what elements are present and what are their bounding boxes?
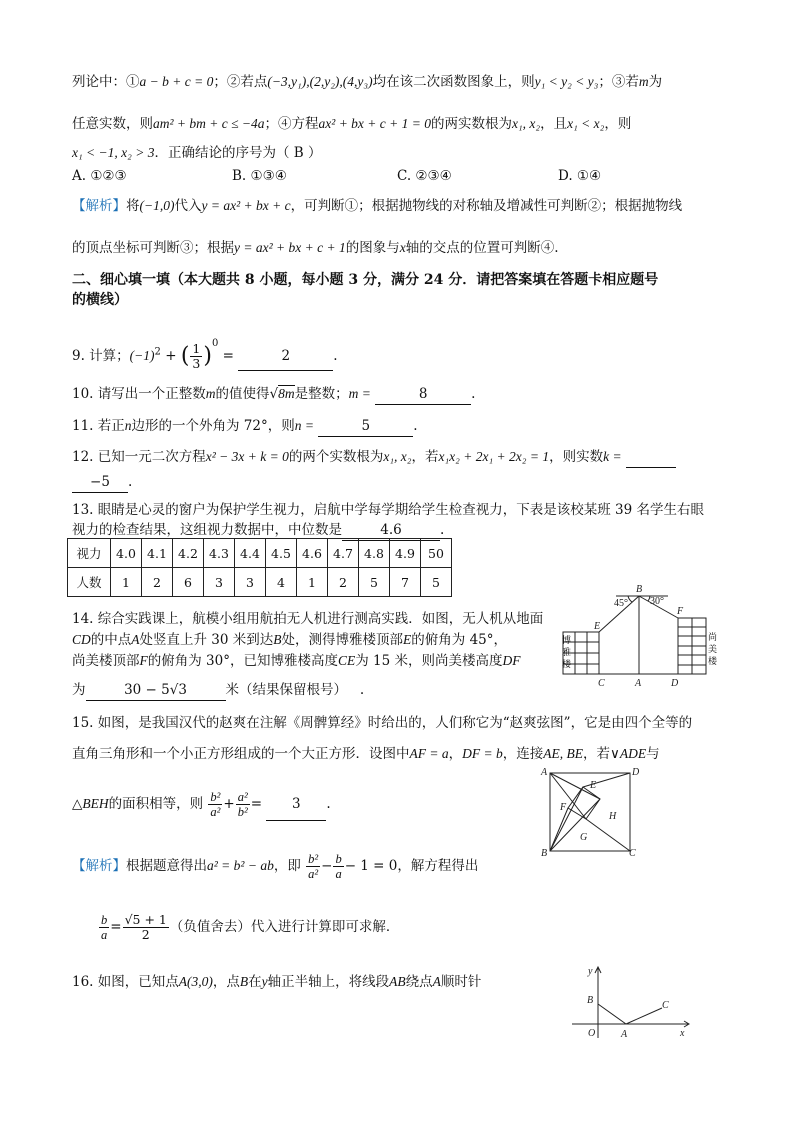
table-cell: 4.7: [328, 539, 359, 568]
table-cell: 5: [421, 568, 452, 597]
table-cell: 1: [297, 568, 328, 597]
q15-line1: 15. 如图，是我国汉代的赵爽在注解《周髀算经》时给出的，人们称它为“赵爽弦图”，它是由四个全等的: [72, 715, 693, 731]
section2-title-line2: 的横线）: [72, 292, 128, 308]
vision-table: [67, 538, 452, 597]
q8-line2: 任意实数，则am² + bm + c ≤ −4a；④方程ax² + bx + c + 1 = 0的两实数根为x₁, x₂，且x₁ < x₂，则: [72, 116, 632, 132]
label-e: E: [594, 621, 601, 632]
table-cell: 3: [235, 568, 266, 597]
label-c: C: [598, 678, 605, 689]
table-cell: 6: [173, 568, 204, 597]
table-cell: 1: [111, 568, 142, 597]
table-cell: 2: [142, 568, 173, 597]
q14-line2: CD的中点A处竖直上升 30 米到达B处，测得博雅楼顶部E的俯角为 45°，: [72, 632, 508, 648]
table-cell: 4.6: [297, 539, 328, 568]
q13-answer[interactable]: 4.6: [342, 520, 440, 541]
table-row: [68, 539, 452, 568]
label-b: B: [636, 584, 643, 595]
table-cell: 4.8: [359, 539, 390, 568]
table-cell: 4.0: [111, 539, 142, 568]
label-b: B: [587, 995, 594, 1006]
q15-line2: 直角三角形和一个小正方形组成的一个大正方形．设图中AF = a，DF = b，连接AE, BE，若∨ADE与: [72, 746, 660, 762]
q14-answer[interactable]: 30 − 5√3: [86, 680, 226, 701]
label-y: y: [588, 966, 593, 977]
section2-title-line1: 二、细心填一填（本大题共 8 小题，每小题 3 分，满分 24 分．请把答案填在答题卡相应题号: [72, 272, 659, 288]
q13-line1: 13. 眼睛是心灵的窗户为保护学生视力，启航中学每学期给学生检查视力，下表是该校某班 39 名学生右眼: [72, 502, 705, 518]
analysis-tag: 【解析】: [72, 198, 126, 214]
table-cell: 4: [266, 568, 297, 597]
label-e: E: [590, 780, 597, 791]
table-cell: 4.4: [235, 539, 266, 568]
q12-line2: −5 .: [72, 472, 132, 493]
q15-answer[interactable]: 3: [266, 788, 326, 821]
table-cell: 4.5: [266, 539, 297, 568]
label-a: A: [541, 767, 548, 778]
q8-line1: 列论中：①a − b + c = 0；②若点(−3,y₁),(2,y₂),(4,y₃)均在该二次函数图象上，则y₁ < y₂ < y₃；③若m为: [72, 74, 663, 90]
table-cell: 50: [421, 539, 452, 568]
table-header-cell: 视力: [68, 539, 111, 568]
table-row: [68, 568, 452, 597]
q10-answer[interactable]: 8: [375, 384, 471, 405]
table-cell: 2: [328, 568, 359, 597]
left-building-label: 博 雅 楼: [562, 636, 572, 670]
segment-ac: [626, 1008, 662, 1024]
q12-line1: 12. 已知一元二次方程x² − 3x + k = 0的两个实数根为x₁, x₂，若x₁x₂ + 2x₁ + 2x₂ = 1，则实数k =: [72, 447, 676, 468]
q14-figure: [558, 580, 728, 690]
label-d: D: [632, 767, 640, 778]
label-f: F: [677, 606, 684, 617]
q14-line4: 为 30 − 5√3 米（结果保留根号） .: [72, 680, 364, 701]
q15-line3: △BEH的面积相等，则 $\frac{\text{b²}}{\text{a²}}$ + $\frac{\text{a²}}{\text{b²}}$ = 3 .: [72, 790, 331, 819]
label-h: H: [609, 811, 617, 822]
q11-answer[interactable]: 5: [318, 416, 413, 437]
label-o: O: [588, 1028, 596, 1039]
table-cell: 5: [359, 568, 390, 597]
label-x: x: [680, 1028, 685, 1039]
table-cell: 4.3: [204, 539, 235, 568]
label-f: F: [560, 802, 567, 813]
label-c: C: [629, 848, 636, 858]
q13-line2: 视力的检查结果，这组视力数据中，中位数是 4.6 .: [72, 520, 444, 541]
q8-option-c: C. ②③④: [397, 168, 452, 184]
label-d: D: [671, 678, 679, 689]
label-b: B: [541, 848, 548, 858]
table-cell: 7: [390, 568, 421, 597]
q8-analysis-line2: 的顶点坐标可判断③；根据y = ax² + bx + c + 1的图象与x轴的交点的位置可判断④.: [72, 240, 559, 256]
angle-45-label: 45°: [614, 598, 628, 609]
q11: 11. 若正n边形的一个外角为 72°，则n = 5 .: [72, 416, 418, 437]
table-header-cell: 人数: [68, 568, 111, 597]
table-cell: 4.1: [142, 539, 173, 568]
table-cell: 3: [204, 568, 235, 597]
label-a: A: [635, 678, 642, 689]
q15-analysis-line2: $\frac{b}{a}$ = $\frac{√5 + 1}{2}$ （负值舍去）代入进行计算即可求解．: [101, 912, 400, 942]
q8-option-a: A. ①②③: [72, 168, 127, 184]
q16-figure: [570, 962, 700, 1042]
q15-figure: [538, 766, 646, 858]
label-g: G: [580, 832, 588, 843]
q8-line3: x₁ < −1, x₂ > 3．正确结论的序号为（ B ）: [72, 145, 322, 161]
angle-30-label: 30°: [650, 596, 664, 607]
q12-answer[interactable]: −5: [72, 472, 128, 493]
q8-option-b: B. ①③④: [232, 168, 287, 184]
q8-analysis-line1: 【解析】将(−1,0)代入y = ax² + bx + c，可判断①；根据抛物线的对称轴及增减性可判断②；根据抛物线: [72, 198, 683, 214]
q9: 9. 计算；$(-1)^2$ + ( $\frac{1}{3}$ )$^0$ = 2 .: [72, 338, 338, 371]
q8-option-d: D. ①④: [558, 168, 602, 184]
q10: 10. 请写出一个正整数m的值使得√8m是整数；m = 8 .: [72, 384, 475, 405]
table-cell: 4.2: [173, 539, 204, 568]
sqrt-icon: √: [269, 386, 279, 402]
inner-square: [568, 787, 600, 819]
q14-line3: 尚美楼顶部F的俯角为 30°，已知博雅楼高度CE为 15 米，则尚美楼高度DF: [72, 653, 521, 669]
table-cell: 4.9: [390, 539, 421, 568]
right-building-label: 尚 美 楼: [708, 633, 718, 667]
label-c: C: [662, 1000, 669, 1011]
q16-line1: 16. 如图，已知点A(3,0)，点B在y轴正半轴上，将线段AB绕点A顺时针: [72, 974, 482, 990]
analysis-tag: 【解析】: [72, 858, 126, 874]
segment-ab: [598, 1004, 626, 1024]
q15-analysis-line1: 【解析】根据题意得出a² = b² − ab，即 $\frac{\text{b²}}{\text{a²}}$ − $\frac{b}{a}$ − 1 = 0，解方程得出: [72, 852, 479, 881]
q9-answer[interactable]: 2: [238, 342, 333, 371]
label-a: A: [621, 1029, 628, 1040]
q14-line1: 14. 综合实践课上，航模小组用航拍无人机进行测高实践．如图，无人机从地面: [72, 611, 544, 627]
